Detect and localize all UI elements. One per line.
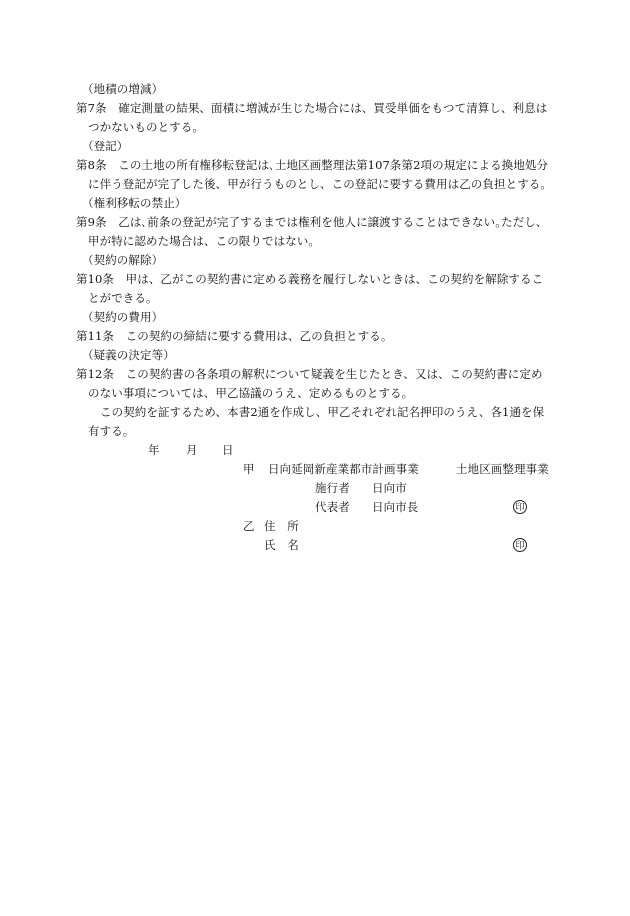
party-a-rep-label: 代表者 <box>315 500 350 514</box>
closing-line-1: この契約を証するため、本書2通を作成し、甲乙それぞれ記名押印のうえ、各1通を保 <box>100 405 545 419</box>
party-b-label: 乙 <box>243 519 255 533</box>
article-10-line-1: 第10条 甲は、乙がこの契約書に定める義務を履行しないときは、この契約を解除するこ <box>76 272 544 286</box>
party-a-executor-label: 施行者 <box>315 481 350 495</box>
closing-line-2: 有する。 <box>88 424 135 438</box>
article-11-line-1: 第11条 この契約の締結に要する費用は、乙の負担とする。 <box>76 329 393 343</box>
party-a-executor: 日向市 <box>372 481 407 495</box>
article-8-heading: （登記） <box>82 139 129 153</box>
article-8-line-1: 第8条 この土地の所有権移転登記は､土地区画整理法第107条第2項の規定による換地処分 <box>76 158 549 172</box>
article-7-line-2: つかないものとする。 <box>88 120 204 134</box>
article-9-heading: （権利移転の禁止） <box>82 196 187 210</box>
party-a-rep: 日向市長 <box>372 500 419 514</box>
article-10-heading: （契約の解除） <box>82 253 164 267</box>
article-9-line-1: 第9条 乙は､前条の登記が完了するまでは権利を他人に譲渡することはできない｡ただし、 <box>76 215 548 229</box>
article-7-line-1: 第7条 確定測量の結果、面積に増減が生じた場合には、買受単価をもつて清算し、利息は <box>76 101 548 115</box>
article-7-heading: （地積の増減） <box>82 82 164 96</box>
party-a-label: 甲 <box>243 462 255 476</box>
party-a-seal-icon: 印 <box>513 500 527 514</box>
party-a-project: 日向延岡新産業都市計画事業 <box>268 462 419 476</box>
article-12-heading: （疑義の決定等） <box>82 348 175 362</box>
date-year: 年 <box>148 443 160 457</box>
party-b-seal-icon: 印 <box>513 538 527 552</box>
article-10-line-2: とができる。 <box>88 291 158 305</box>
date-day: 日 <box>222 443 234 457</box>
date-month: 月 <box>186 443 198 457</box>
article-8-line-2: に伴う登記が完了した後、甲が行うものとし、この登記に要する費用は乙の負担とする。 <box>88 177 552 191</box>
party-b-address-label: 住 所 <box>264 519 299 533</box>
article-11-heading: （契約の費用） <box>82 310 164 324</box>
article-12-line-2: のない事項については、甲乙協議のうえ、定めるものとする。 <box>88 386 414 400</box>
article-12-line-1: 第12条 この契約書の各条項の解釈について疑義を生じたとき、又は、この契約書に定め <box>76 367 543 381</box>
article-9-line-2: 甲が特に認めた場合は、この限りではない。 <box>88 234 320 248</box>
party-a-project-type: 土地区画整理事業 <box>456 462 549 476</box>
party-b-name-label: 氏 名 <box>264 538 299 552</box>
